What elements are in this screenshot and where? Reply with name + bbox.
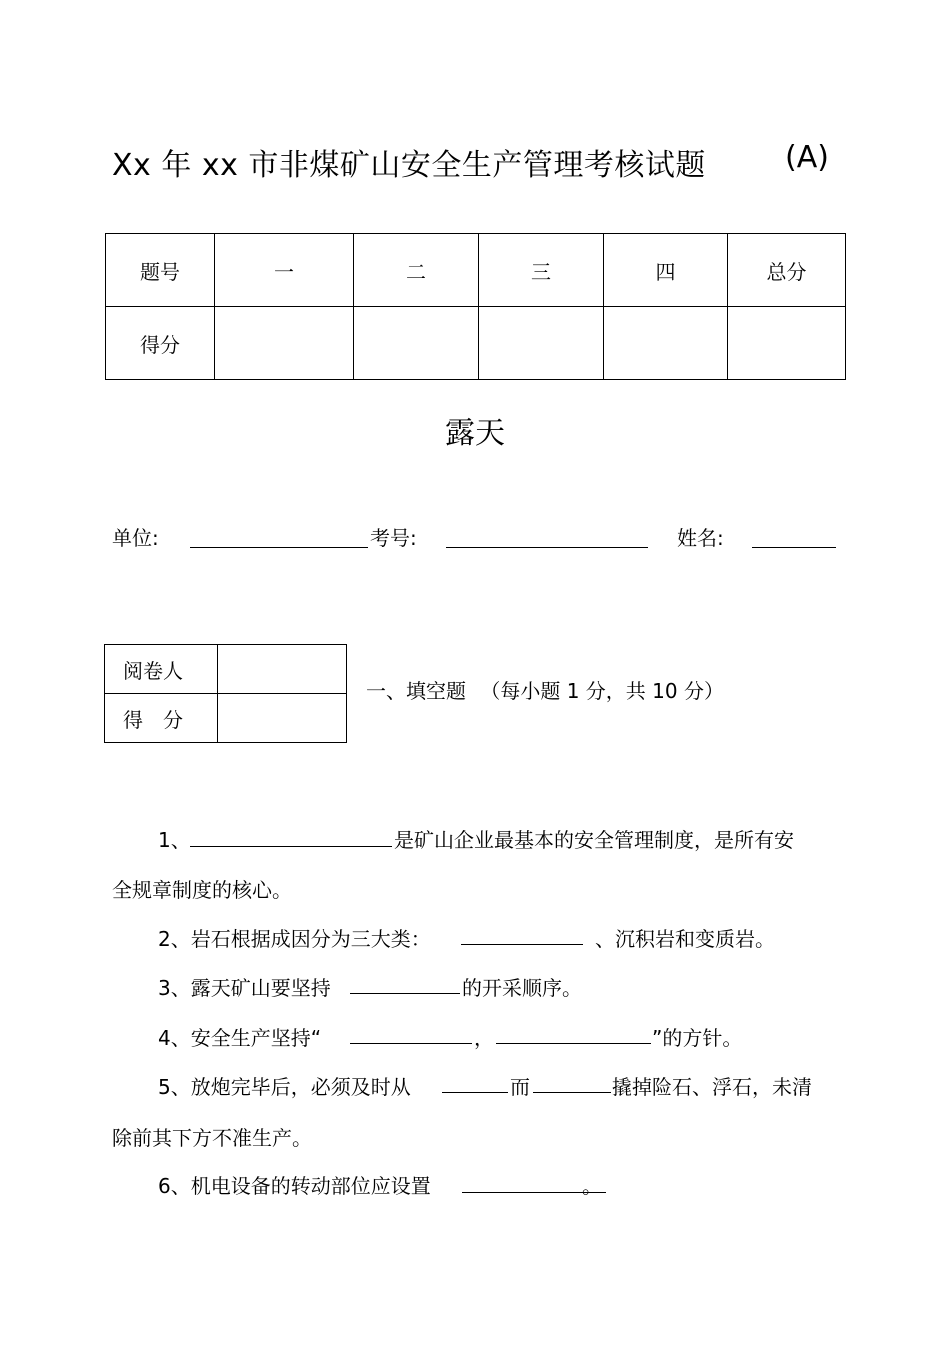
question-5-text-a: 5、放炮完毕后，必须及时从 [158,1075,411,1099]
exam-version: (A) [785,140,829,175]
question-5-text-b: 撬掉险石、浮石，未清 [612,1075,812,1099]
score-cell-3[interactable] [479,307,604,380]
question-5-continuation: 除前其下方不准生产。 [112,1126,312,1150]
question-4-text-b: ”的方针。 [652,1026,743,1050]
score-table-header-row [106,234,846,307]
score-table-col-1: 一 [215,234,354,307]
part-one-heading [366,675,724,704]
score-table [105,233,846,380]
question-3-blank[interactable] [350,993,460,994]
question-1-text: 是矿山企业最基本的安全管理制度，是所有安 [394,828,794,852]
question-3-text-a: 3、露天矿山要坚持 [158,976,331,1000]
question-2-text-b: 、沉积岩和变质岩。 [595,927,775,951]
name-blank[interactable] [752,547,836,548]
question-2-text-a: 2、岩石根据成因分为三大类： [158,927,431,951]
score-table-col-3: 三 [479,234,604,307]
grader-table [104,644,347,743]
question-2-blank[interactable] [461,944,583,945]
score-table-header-label: 题号 [106,234,215,307]
unit-blank[interactable] [190,547,368,548]
score-table-col-4: 四 [604,234,728,307]
question-5-blank-1[interactable] [442,1092,508,1093]
question-4-blank-2[interactable] [496,1043,651,1044]
question-4-text-a: 4、安全生产坚持“ [158,1026,322,1050]
exam-number-blank[interactable] [446,547,648,548]
section-heading: 露天 [445,416,505,451]
reviewer-cell[interactable] [218,645,347,694]
grader-score-cell[interactable] [218,694,347,743]
question-6-end: 。 [582,1174,602,1198]
question-4-comma: ， [474,1026,494,1050]
score-table-row-label: 得分 [106,307,215,380]
exam-title: Xx 年 xx 市非煤矿山安全生产管理考核试题 [112,148,706,183]
question-6-text-a: 6、机电设备的转动部位应设置 [158,1174,431,1198]
score-table-col-2: 二 [354,234,479,307]
question-1-continuation: 全规章制度的核心。 [112,878,292,902]
unit-label: 单位: [112,526,159,550]
score-cell-4[interactable] [604,307,728,380]
reviewer-label: 阅卷人 [105,645,218,694]
exam-number-label: 考号: [370,526,417,550]
grader-score-label: 得 分 [105,694,218,743]
question-3-text-b: 的开采顺序。 [462,976,582,1000]
score-cell-2[interactable] [354,307,479,380]
part-one-title: 一、填空题 [366,679,466,703]
part-one-note: （每小题 1 分，共 10 分） [480,679,724,703]
score-cell-1[interactable] [215,307,354,380]
question-5-mid: 而 [510,1075,530,1099]
score-cell-total[interactable] [728,307,846,380]
question-1-blank[interactable] [190,846,392,847]
question-5-blank-2[interactable] [533,1092,611,1093]
score-table-score-row [106,307,846,380]
question-4-blank-1[interactable] [350,1043,472,1044]
name-label: 姓名: [677,526,724,550]
question-1-number: 1、 [158,828,191,852]
score-table-col-total: 总分 [728,234,846,307]
